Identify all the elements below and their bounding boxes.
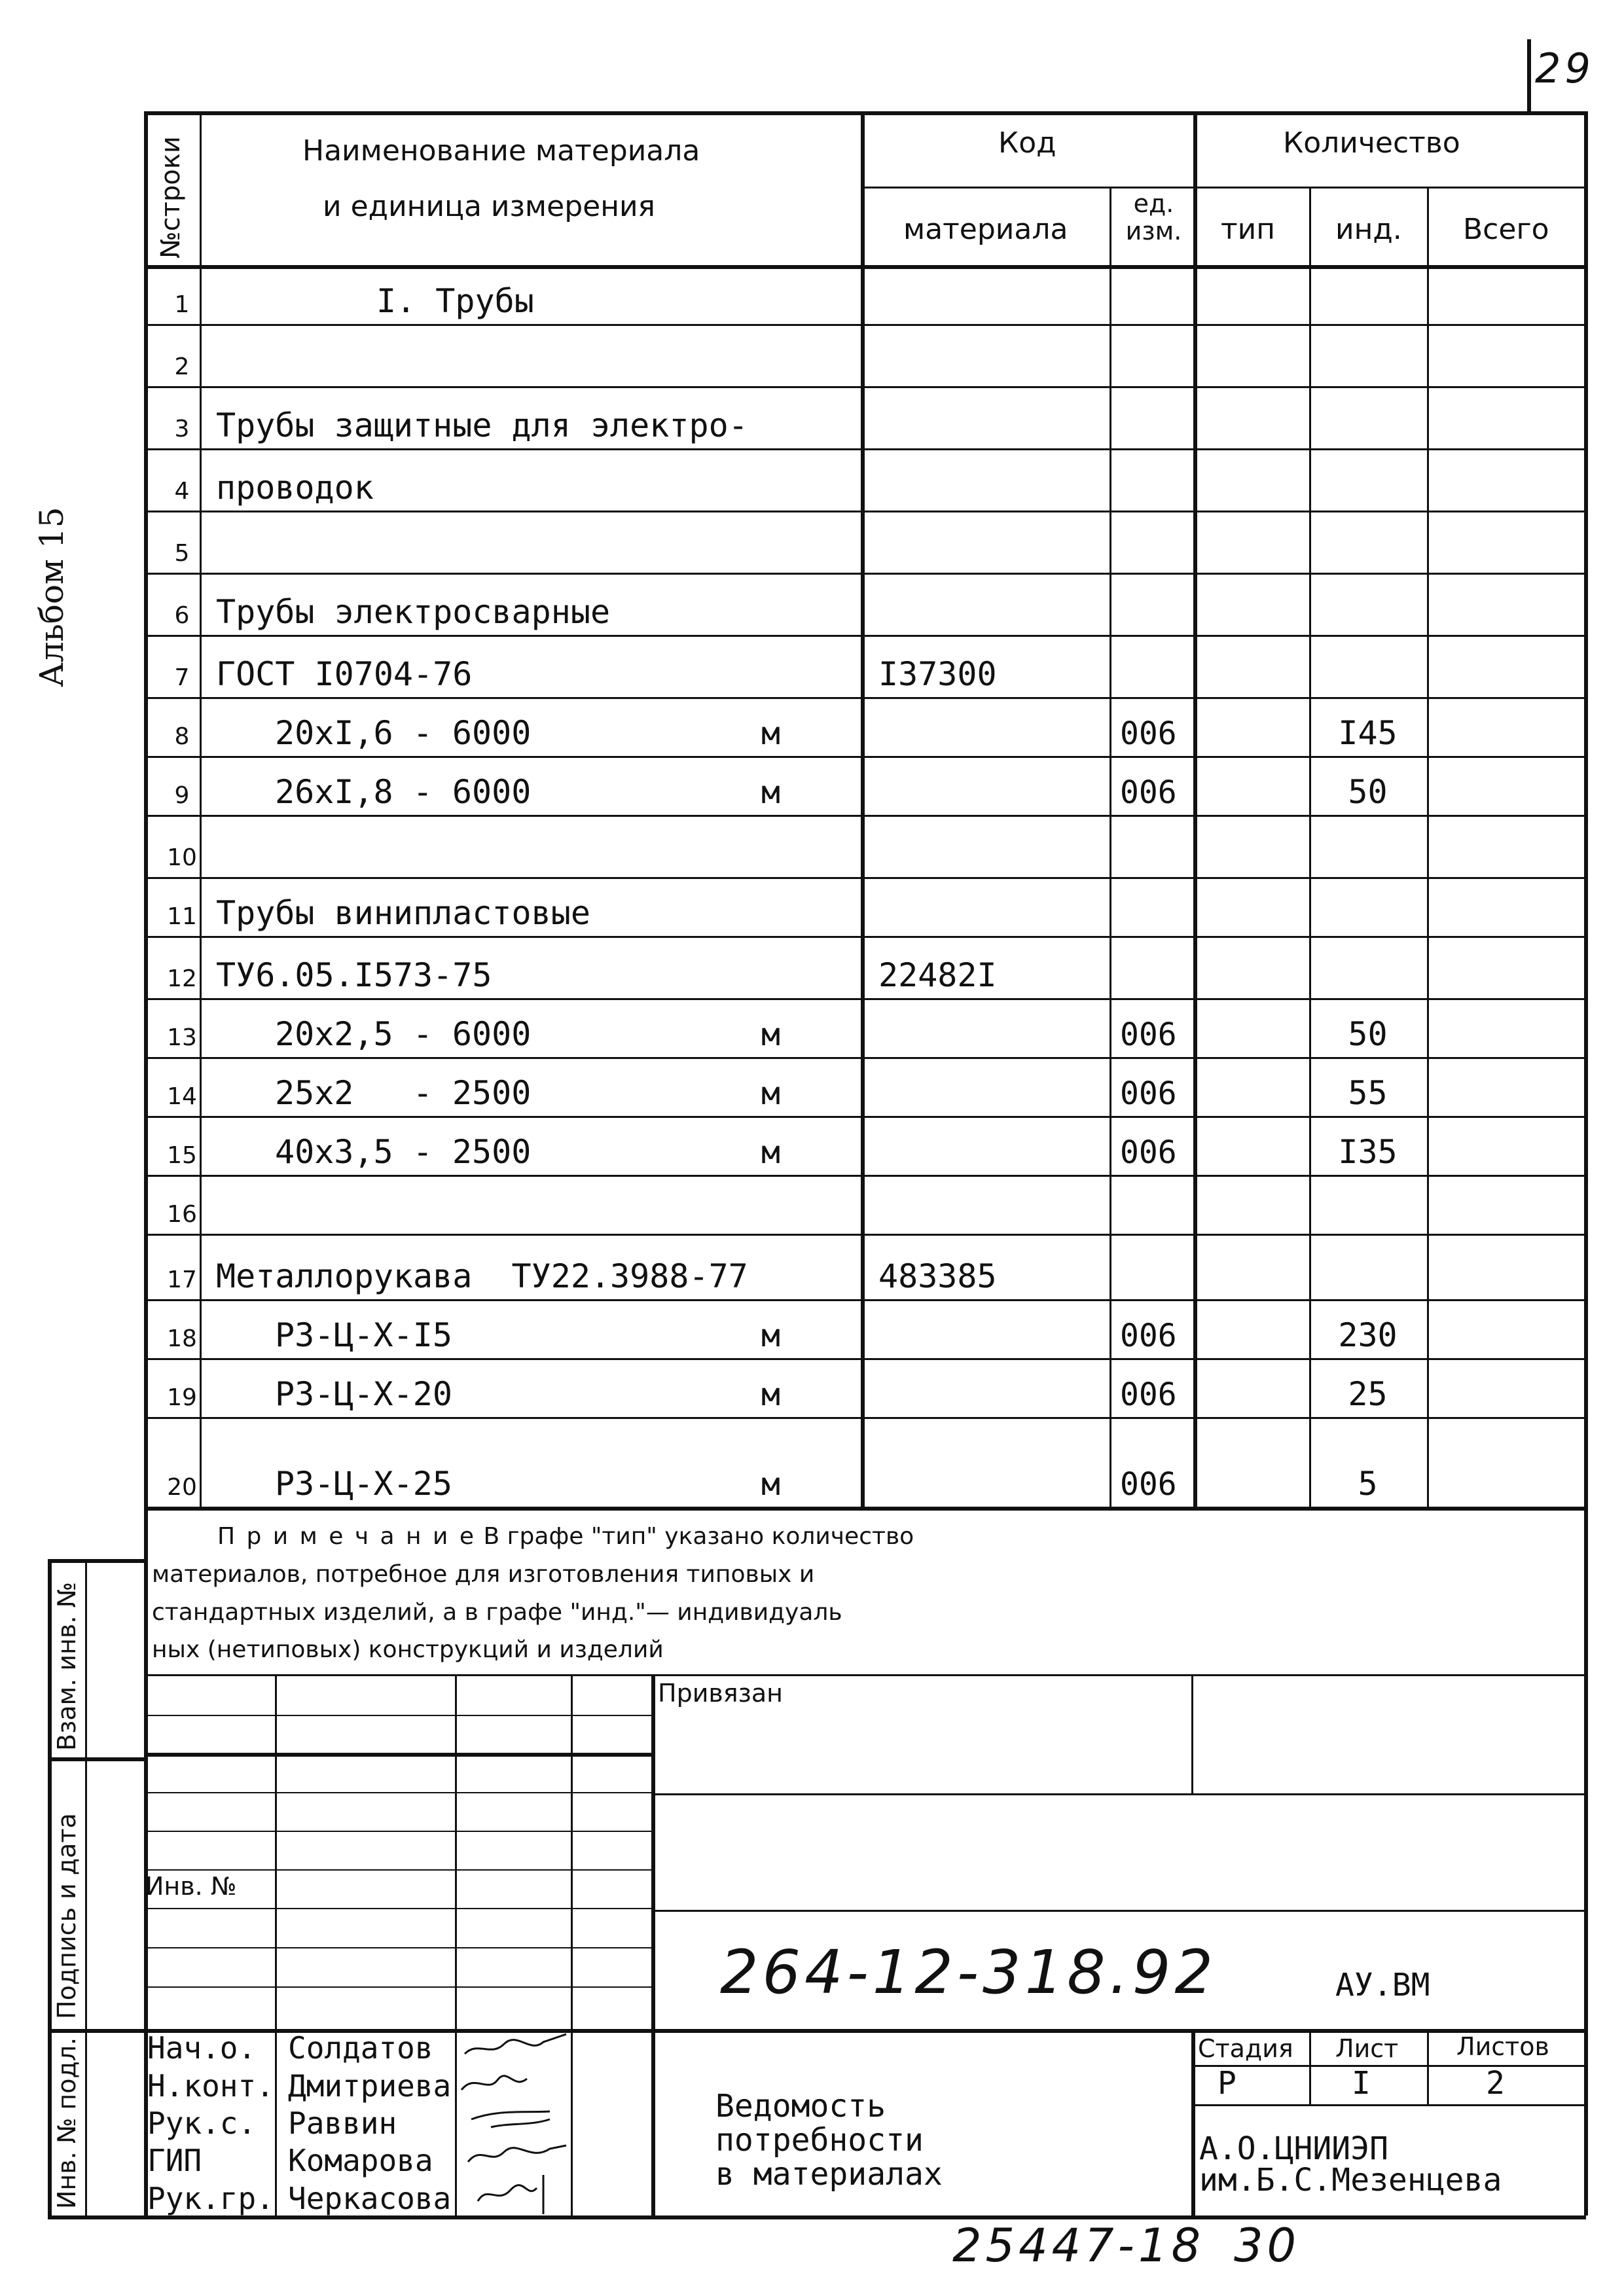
header-code-material: материала [903,213,1068,246]
header-name-sub: и единица измерения [323,190,656,223]
footer-number: 25447-18 [952,2219,1205,2272]
side-strip-top [48,1559,146,1563]
person-name: Комарова [288,2143,433,2178]
sheets-label: Листов [1456,2032,1549,2061]
stage-value: Р [1218,2065,1236,2102]
sheet-col-divider [1427,2029,1429,2104]
stamp-grid-h3 [144,1792,651,1793]
stamp-col-1 [275,1674,277,2215]
unit-code: 006 [1120,715,1177,752]
material-description: РЗ-Ц-Х-25 [275,1465,452,1503]
inv-label: Инв. № [145,1872,237,1901]
person-name: Черкасова [288,2181,452,2216]
person-role: ГИП [147,2143,202,2178]
unit-code: 006 [1120,1134,1177,1171]
doc-title-3: в материалах [715,2156,943,2193]
footer-page: 30 [1234,2219,1301,2272]
sheet-label: Лист [1335,2034,1399,2063]
doc-code: 264-12-318.92 [720,1937,1217,2007]
side-strip-inner-border [85,1559,87,2215]
stamp-grid-h6 [144,1908,651,1909]
material-description: Металлорукава ТУ22.3988-77 [216,1257,748,1295]
person-role: Н.конт. [147,2068,274,2104]
col-divider-type [1309,187,1311,1507]
row-number: 9 [174,782,190,809]
person-name: Солдатов [288,2030,433,2066]
unit-of-measure: м [761,1134,780,1171]
quantity-individual: I45 [1338,714,1398,752]
row-number: 1 [174,291,190,318]
person-role: Нач.о. [147,2030,257,2066]
person-name: Дмитриева [288,2068,452,2104]
unit-code: 006 [1120,1318,1177,1354]
header-code-unit: ед. изм. [1125,189,1182,245]
unit-code: 006 [1120,1466,1177,1503]
doc-title-2: потребности [715,2122,924,2159]
table-bottom-border [144,1507,1584,1511]
sheets-value: 2 [1486,2065,1505,2102]
unit-of-measure: м [761,1466,780,1503]
signatures [452,2028,583,2217]
row-number: 8 [174,723,190,750]
material-description: проводок [216,469,374,507]
material-description: РЗ-Ц-Х-20 [275,1375,452,1413]
row-number: 6 [174,602,190,629]
unit-code: 006 [1120,1075,1177,1112]
row-number: 17 [167,1266,197,1293]
linked-bottom-line [651,1793,1584,1795]
col-divider-code [1110,187,1111,1507]
sheet-number-divider [1527,39,1531,111]
signature-4 [468,2145,566,2162]
unit-of-measure: м [761,774,780,811]
header-name: Наименование материала [302,134,700,168]
row-number: 4 [174,478,190,505]
quantity-individual: I35 [1338,1133,1398,1171]
signature-3 [471,2111,550,2127]
material-code: 483385 [878,1257,997,1295]
header-quantity: Количество [1283,126,1460,160]
row-number: 20 [167,1474,197,1501]
stamp-grid-h7 [144,1947,651,1948]
material-description: ТУ6.05.I573-75 [216,956,492,994]
quantity-individual: 25 [1348,1375,1388,1413]
material-description: Трубы защитные для электро- [216,406,748,444]
col-divider-ind [1427,187,1429,1507]
header-code: Код [998,126,1056,160]
unit-of-measure: м [761,715,780,752]
doc-title-1: Ведомость [715,2088,886,2125]
frame-right-border [1584,111,1588,2215]
stage-value-line [1191,2104,1584,2106]
side-strip-left-border [48,1559,52,2215]
linked-label: Привязан [658,1679,783,1708]
row-number: 12 [167,965,197,992]
note-line-4: ных (нетиповых) конструкций и изделий [152,1636,664,1663]
doc-code-top-line [651,1910,1584,1912]
material-description: Трубы электросварные [216,593,611,631]
person-name: Раввин [288,2106,397,2141]
stamp-grid-h5 [144,1869,651,1871]
material-description: 25x2 - 2500 [275,1074,532,1112]
signature-1 [465,2034,566,2054]
col-divider-name [861,111,865,1507]
stage-col-divider [1309,2029,1311,2104]
quantity-individual: 230 [1338,1316,1398,1354]
material-description: РЗ-Ц-Х-I5 [275,1316,452,1354]
row-number: 5 [174,540,190,567]
stamp-grid-h2 [144,1753,651,1757]
col-divider-rownum [200,111,202,1507]
row-number: 11 [167,903,197,930]
material-description: 20x2,5 - 6000 [275,1015,532,1053]
unit-code: 006 [1120,1016,1177,1053]
row-number: 10 [167,844,197,871]
side-label-inv-podl: Инв. № подл. [52,2037,81,2209]
header-qty-type: тип [1221,213,1275,246]
quantity-individual: 55 [1348,1074,1388,1112]
material-code: 22482I [878,956,997,994]
doc-mark: АУ.ВМ [1335,1967,1430,2003]
material-description: Трубы винипластовые [216,894,590,932]
org-line-1: А.О.ЦНИИЭП [1199,2130,1388,2167]
unit-of-measure: м [761,1318,780,1354]
stamp-grid-h1 [144,1715,651,1716]
row-number: 14 [167,1083,197,1110]
sheet-value: I [1352,2065,1371,2102]
note-line-1-text: В графе "тип" указано количество [483,1523,914,1550]
quantity-individual: 50 [1348,773,1388,811]
header-qty-total: Всего [1463,213,1549,246]
material-code: I37300 [878,655,997,693]
row-number: 3 [174,416,190,442]
row-number: 7 [174,664,190,691]
material-description: 40x3,5 - 2500 [275,1133,532,1171]
stamp-col-4 [651,1674,655,2215]
header-split-line [861,187,1584,188]
album-label: Альбом 15 [33,507,71,687]
side-strip-divider-1 [48,1757,146,1761]
material-description: 20xI,6 - 6000 [275,714,532,752]
quantity-individual: 50 [1348,1015,1388,1053]
row-number: 2 [174,353,190,380]
frame-bottom-border [48,2215,1586,2219]
side-label-podpis: Подпись и дата [52,1813,81,2019]
unit-code: 006 [1120,774,1177,811]
header-qty-ind: инд. [1335,213,1402,246]
stamp-top-line [144,1674,1584,1676]
stamp-grid-h8 [144,1986,651,1988]
side-strip-divider-2 [48,2029,146,2033]
row-number: 19 [167,1384,197,1411]
row-number: 18 [167,1325,197,1352]
unit-of-measure: м [761,1016,780,1053]
quantity-individual: 5 [1358,1465,1378,1503]
stamp-grid-h4 [144,1831,651,1832]
row-number: 15 [167,1142,197,1169]
signature-2 [461,2076,527,2090]
stage-header-line [1191,2065,1584,2067]
material-description: ГОСТ I0704-76 [216,655,473,693]
note-line-2: материалов, потребное для изготовления типовых и [152,1561,815,1588]
side-label-vzam: Взам. инв. № [52,1581,81,1751]
col-divider-unit [1193,111,1197,1507]
person-role: Рук.гр. [147,2181,274,2216]
row-number: 16 [167,1201,197,1228]
header-row-number: №строки [156,136,186,259]
person-role: Рук.с. [147,2106,257,2141]
unit-code: 006 [1120,1376,1177,1413]
row-number: 13 [167,1024,197,1051]
title-right-divider [1191,2029,1195,2215]
material-description: I. Трубы [376,282,534,320]
note-line-1 [217,1523,914,1550]
unit-of-measure: м [761,1376,780,1413]
linked-divider [1191,1674,1193,1793]
sheet-number: 29 [1535,45,1595,92]
material-description: 26xI,8 - 6000 [275,773,532,811]
note-lead: П р и м е ч а н и е [217,1523,477,1550]
signature-5 [478,2175,543,2214]
unit-of-measure: м [761,1075,780,1112]
org-line-2: им.Б.С.Мезенцева [1199,2162,1502,2198]
note-line-3: стандартных изделий, а в графе "инд."— индивидуаль [152,1599,842,1626]
stage-label: Стадия [1198,2034,1293,2063]
